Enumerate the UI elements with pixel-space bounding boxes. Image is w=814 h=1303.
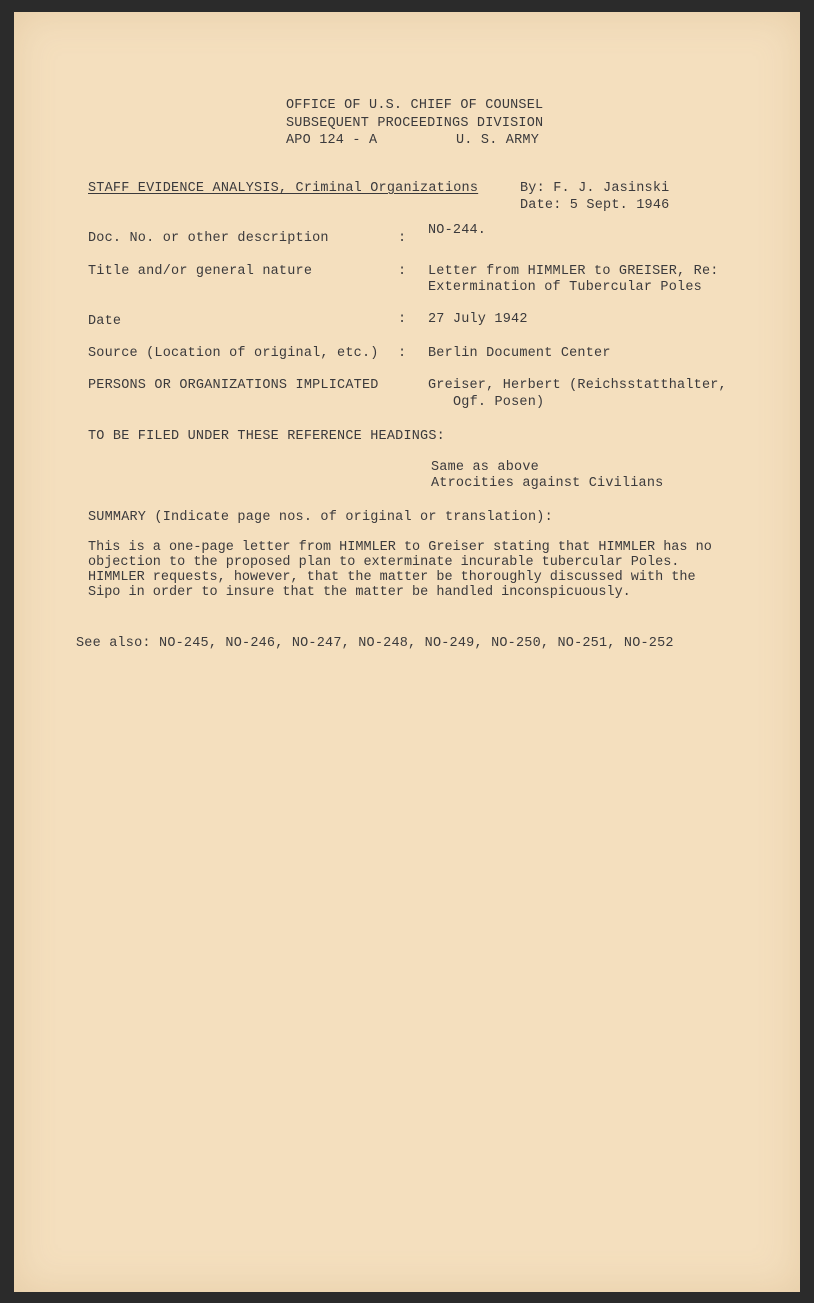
document-title: STAFF EVIDENCE ANALYSIS, Criminal Organizations: [88, 181, 479, 196]
summary-line: Sipo in order to insure that the matter be handled inconspicuously.: [88, 585, 631, 600]
title-value: Letter from HIMMLER to GREISER, Re:: [428, 264, 719, 279]
summary-line: objection to the proposed plan to exterminate incurable tubercular Poles.: [88, 555, 680, 570]
summary-heading: SUMMARY (Indicate page nos. of original or translation):: [88, 510, 553, 525]
document-page: [14, 12, 800, 1292]
title-value: Extermination of Tubercular Poles: [428, 280, 702, 295]
summary-line: HIMMLER requests, however, that the matter be thoroughly discussed with the: [88, 570, 696, 585]
colon: :: [398, 264, 407, 279]
header-apo: APO 124 - A: [286, 133, 378, 148]
see-also: See also: NO-245, NO-246, NO-247, NO-248, NO-249, NO-250, NO-251, NO-252: [76, 636, 674, 651]
summary-text: [88, 540, 728, 600]
colon: :: [398, 231, 407, 246]
colon: :: [398, 346, 407, 361]
date-label: Date: [88, 314, 122, 329]
summary-line: This is a one-page letter from HIMMLER to Greiser stating that HIMMLER has no: [88, 540, 712, 555]
source-label: Source (Location of original, etc.): [88, 346, 379, 361]
doc-no-value: NO-244.: [428, 223, 487, 238]
persons-label: PERSONS OR ORGANIZATIONS IMPLICATED: [88, 378, 379, 393]
title-label: Title and/or general nature: [88, 264, 313, 279]
reference-item: Same as above: [431, 460, 539, 475]
persons-value: Greiser, Herbert (Reichsstatthalter,: [428, 378, 727, 393]
reference-heading: TO BE FILED UNDER THESE REFERENCE HEADINGS:: [88, 429, 445, 444]
reference-item: Atrocities against Civilians: [431, 476, 664, 491]
doc-no-label: Doc. No. or other description: [88, 231, 329, 246]
date-value: 27 July 1942: [428, 312, 528, 327]
persons-value: Ogf. Posen): [453, 395, 545, 410]
source-value: Berlin Document Center: [428, 346, 611, 361]
header-army: U. S. ARMY: [456, 133, 540, 148]
analyst-name: By: F. J. Jasinski: [520, 181, 670, 196]
header-division: SUBSEQUENT PROCEEDINGS DIVISION: [286, 116, 544, 131]
header-office: OFFICE OF U.S. CHIEF OF COUNSEL: [286, 98, 544, 113]
analysis-date: Date: 5 Sept. 1946: [520, 198, 670, 213]
colon: :: [398, 312, 407, 327]
